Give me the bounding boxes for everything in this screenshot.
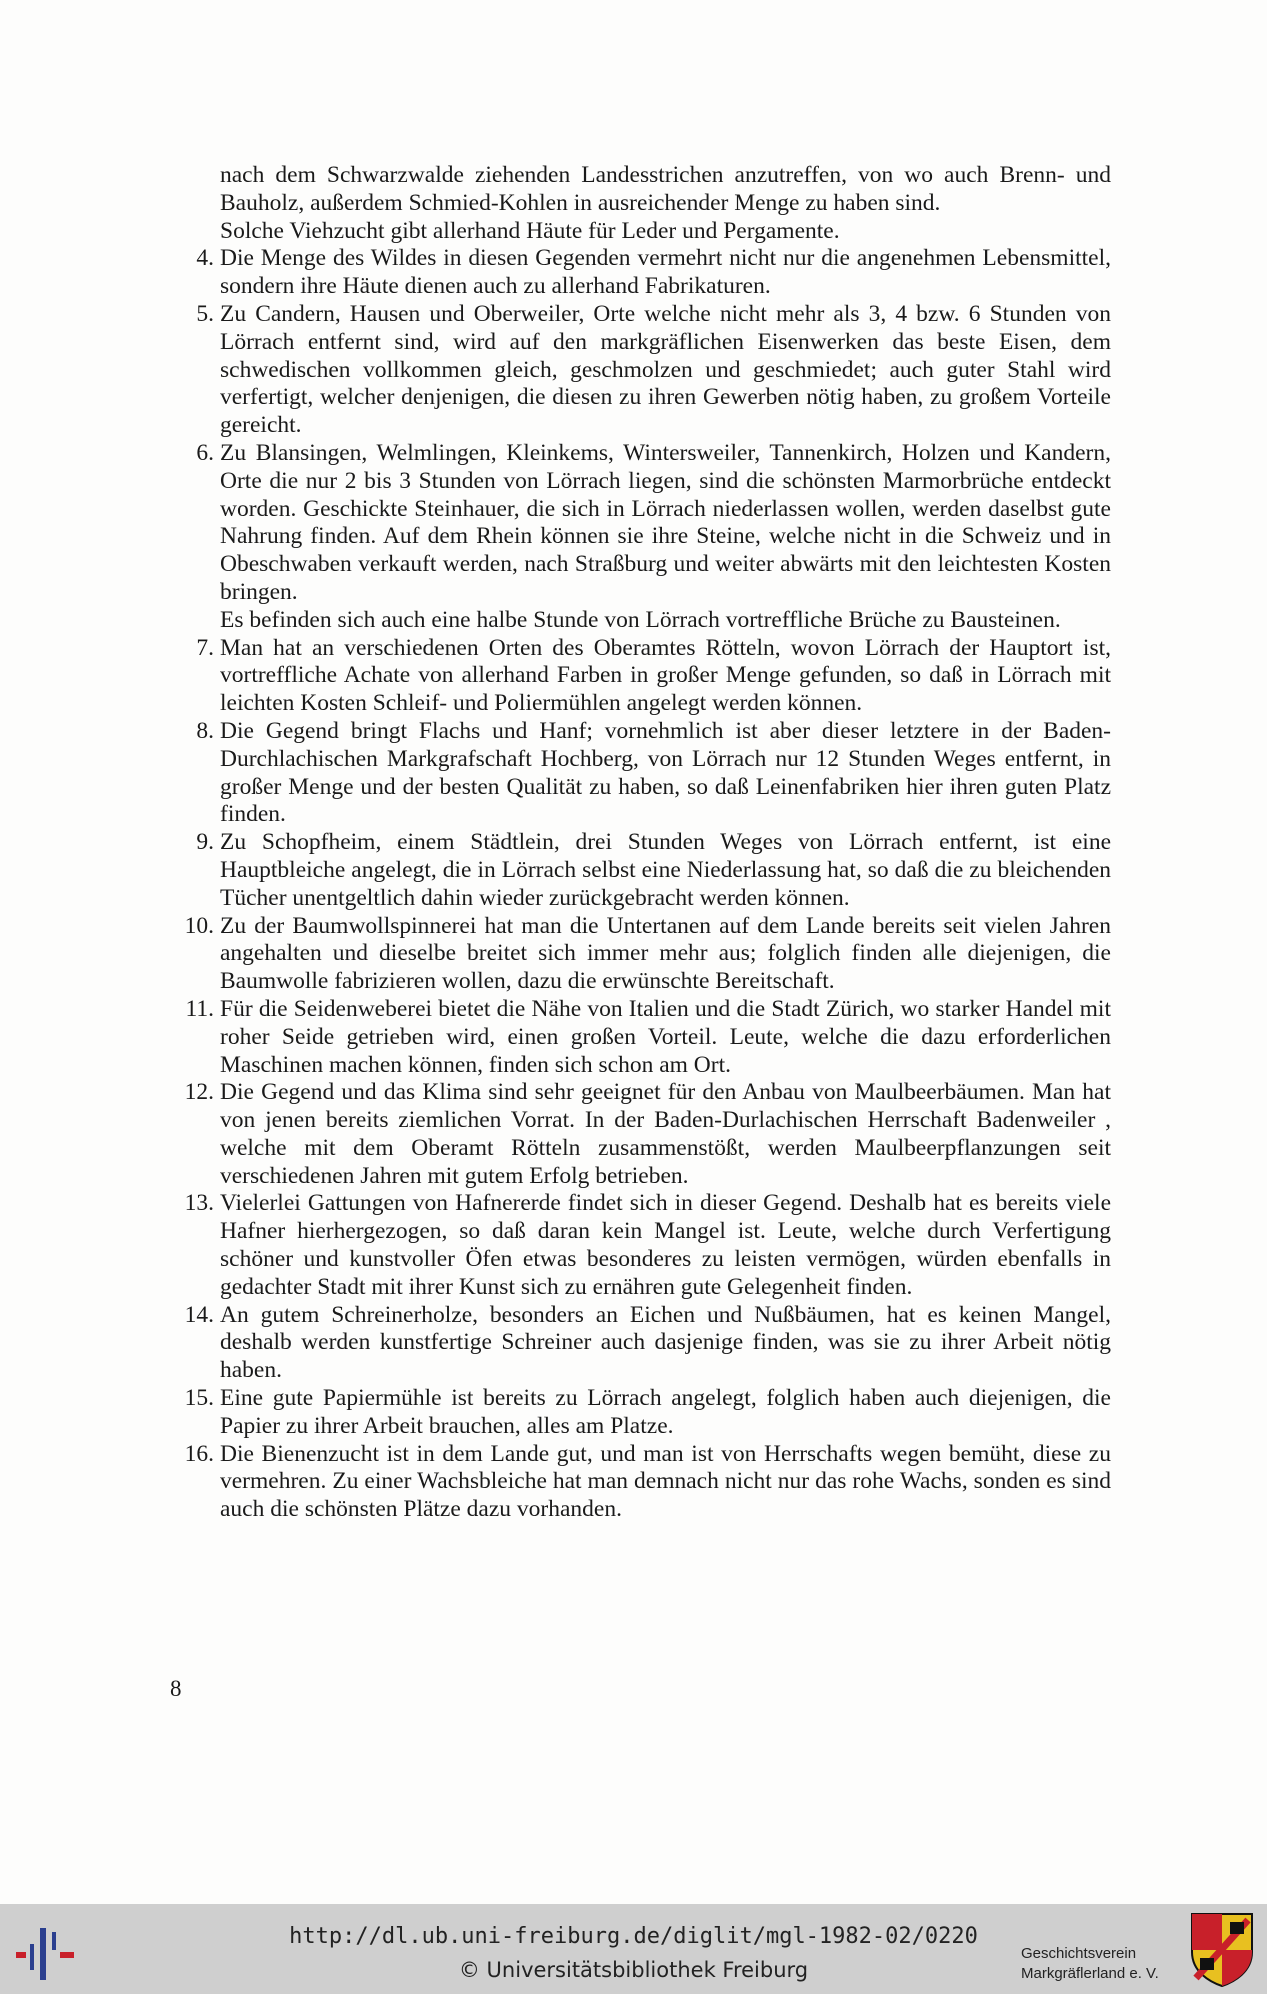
intro-paragraph: nach dem Schwarzwalde ziehenden Landesstrichen anzutreffen, von wo auch Brenn- und Bauholz, außerdem Schmied-Kohlen in ausreichender Menge zu haben sind. bbox=[220, 162, 1111, 216]
coat-of-arms-icon bbox=[1190, 1912, 1254, 1988]
list-item bbox=[185, 995, 1111, 1079]
item-number: 6. bbox=[196, 439, 214, 466]
item-text: Zu Candern, Hausen und Oberweiler, Orte welche nicht mehr als 3, 4 bzw. 6 Stunden von Lörrach entfernt sind, wird auf den markgräflichen Eisenwerken das beste Eisen, dem schwedischen vollkommen gleich, geschmolzen und geschmiedet; auch guter Stahl wird verfertigt, welcher denjenigen, die diesen zu ihren Gewerben nötig haben, zu großem Vorteile gereicht. bbox=[220, 300, 1111, 439]
list-item bbox=[184, 1301, 1111, 1385]
item-number: 12. bbox=[184, 1079, 214, 1106]
society-name-line-1: Geschichtsverein bbox=[1021, 1945, 1137, 1962]
item-text: Für die Seidenweberei bietet die Nähe von Italien und die Stadt Zürich, wo starker Handel mit roher Seide getrieben wird, einen großen Vorteil. Leute, welche die dazu erforderlichen Maschinen machen können, finden sich schon am Ort. bbox=[220, 995, 1111, 1078]
item-text: Die Gegend und das Klima sind sehr geeignet für den Anbau von Maulbeerbäumen. Man hat von jenen bereits ziemlichen Vorrat. In der Baden-Durlachischen Herrschaft Badenweiler , welche mit dem Oberamt Rötteln zusammenstößt, werden Maulbeerpflanzungen seit verschiedenen Jahren mit gutem Erfolg betrieben. bbox=[220, 1079, 1111, 1189]
item-number: 15. bbox=[184, 1385, 214, 1412]
list-item bbox=[196, 829, 1111, 912]
copyright-text: © Universitätsbibliothek Freiburg bbox=[458, 1958, 809, 1982]
item-text: Man hat an verschiedenen Orten des Oberamtes Rötteln, wovon Lörrach der Hauptort ist, vortreffliche Achate von allerhand Farben in großer Menge gefunden, so daß in Lörrach mit leichten Kosten Schleif- und Poliermühlen angelegt werden können. bbox=[220, 634, 1111, 717]
item-extra-paragraph: Es befinden sich auch eine halbe Stunde von Lörrach vortreffliche Brüche zu Bausteinen. bbox=[220, 606, 1061, 633]
list-item bbox=[196, 717, 1111, 829]
item-number: 14. bbox=[184, 1301, 214, 1328]
item-text: Eine gute Papiermühle ist bereits zu Lörrach angelegt, folglich haben auch diejenigen, die Papier zu ihrer Arbeit brauchen, alles am Platze. bbox=[220, 1385, 1111, 1439]
item-text: Die Menge des Wildes in diesen Gegenden vermehrt nicht nur die angenehmen Lebensmittel, sondern ihre Häute dienen auch zu allerhand Fabrikaturen. bbox=[220, 245, 1111, 300]
item-text: Zu Blansingen, Welmlingen, Kleinkems, Wintersweiler, Tannenkirch, Holzen und Kandern, Orte die nur 2 bis 3 Stunden von Lörrach liegen, sind die schönsten Marmorbrüche entdeckt worden. Geschickte Steinhauer, die sich in Lörrach niederlassen wollen, werden daselbst gute Nahrung finden. Auf dem Rhein können sie ihre Steine, welche nicht in die Schweiz und in Obeschwaben verkauft werden, nach Straßburg und weiter abwärts mit den leichtesten Kosten bringen. bbox=[220, 439, 1111, 605]
item-number: 8. bbox=[196, 717, 214, 744]
list-item bbox=[184, 1190, 1111, 1301]
item-number: 9. bbox=[196, 829, 214, 856]
item-number: 7. bbox=[196, 634, 214, 661]
item-number: 13. bbox=[184, 1190, 214, 1217]
item-number: 10. bbox=[184, 912, 214, 939]
source-url-link[interactable]: http://dl.ub.uni-freiburg.de/diglit/mgl-1982-02/0220 bbox=[289, 1924, 978, 1949]
item-text: Die Bienenzucht ist in dem Lande gut, und man ist von Herrschafts wegen bemüht, diese zu vermehren. Zu einer Wachsbleiche hat man demnach nicht nur das rohe Wachs, sonden es sind auch die schönsten Plätze dazu vorhanden. bbox=[220, 1440, 1111, 1523]
list-item bbox=[184, 1079, 1111, 1190]
list-item bbox=[184, 1385, 1111, 1441]
item-number: 11. bbox=[185, 995, 214, 1022]
society-name bbox=[1021, 1944, 1191, 1984]
item-text: Vielerlei Gattungen von Hafnererde findet sich in dieser Gegend. Deshalb hat es bereits viele Hafner hierhergezogen, so daß daran kein Mangel ist. Leute, welche durch Verfertigung schöner und kunstvoller Öfen etwas besonderes zu leisten vermögen, würden ebenfalls in gedachter Stadt mit ihrer Kunst sich zu ernähren gute Gelegenheit finden. bbox=[220, 1190, 1111, 1300]
item-text: Die Gegend bringt Flachs und Hanf; vornehmlich ist aber dieser letztere in der Baden-Durchlachischen Markgrafschaft Hochberg, von Lörrach nur 12 Stunden Weges entfernt, in großer Menge und der besten Qualität zu haben, so daß Leinenfabriken hier ihren guten Platz finden. bbox=[220, 717, 1111, 828]
page-number: 8 bbox=[170, 1676, 182, 1701]
item-text: Zu Schopfheim, einem Städtlein, drei Stunden Weges von Lörrach entfernt, ist eine Hauptbleiche angelegt, die in Lörrach selbst eine Niederlassung hat, so daß die zu bleichenden Tücher unentgeltlich dahin wieder zurückgebracht werden können. bbox=[220, 829, 1111, 911]
item-text: Zu der Baumwollspinnerei hat man die Untertanen auf dem Lande bereits seit vielen Jahren angehalten und dieselbe breitet sich immer mehr aus; folglich finden alle diejenigen, die Baumwolle fabrizieren wollen, dazu die erwünschte Bereitschaft. bbox=[220, 912, 1111, 995]
footer-bar bbox=[0, 1904, 1267, 1994]
item-number: 4. bbox=[196, 245, 214, 272]
list-item bbox=[196, 300, 1111, 440]
item-number: 16. bbox=[184, 1440, 214, 1467]
intro-paragraph-2: Solche Viehzucht gibt allerhand Häute für Leder und Pergamente. bbox=[220, 217, 840, 244]
list-item bbox=[196, 439, 1111, 607]
list-item bbox=[184, 1440, 1111, 1524]
item-text: An gutem Schreinerholze, besonders an Eichen und Nußbäumen, hat es keinen Mangel, deshalb werden kunstfertige Schreiner auch dasjenige finden, was sie zu ihrer Arbeit nötig haben. bbox=[220, 1301, 1111, 1384]
society-name-line-2: Markgräflerland e. V. bbox=[1021, 1965, 1159, 1982]
item-number: 5. bbox=[196, 300, 214, 327]
body-text bbox=[184, 162, 1111, 1524]
list-item bbox=[196, 245, 1111, 301]
list-item bbox=[184, 912, 1111, 996]
list-item bbox=[196, 634, 1111, 718]
